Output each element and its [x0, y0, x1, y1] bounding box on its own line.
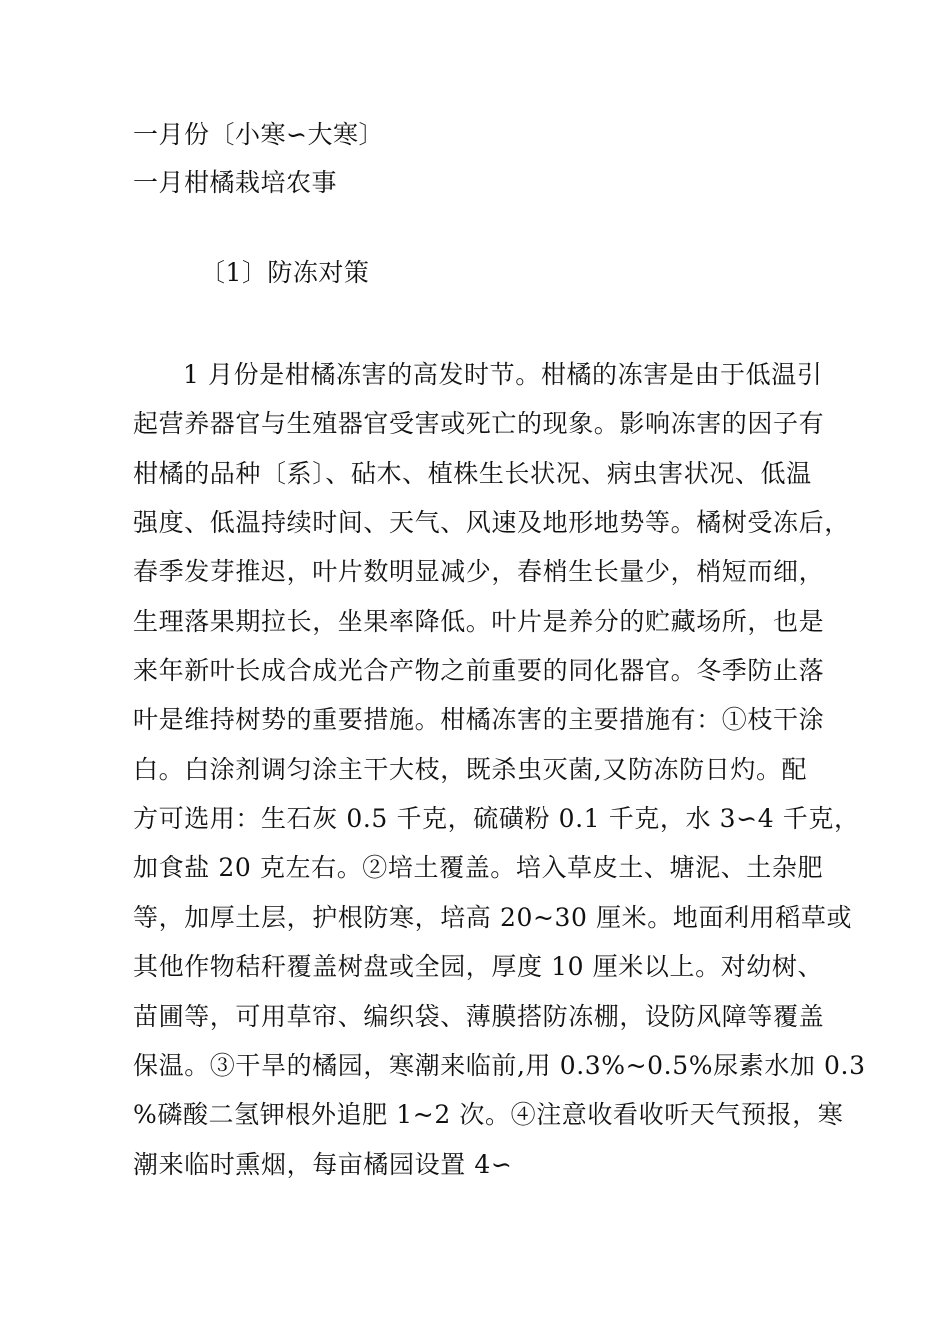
- paragraph-line: 叶是维持树势的重要措施。柑橘冻害的主要措施有：①枝干涂: [133, 705, 825, 734]
- paragraph-line: 方可选用：生石灰 0.5 千克，硫磺粉 0.1 千克，水 3∽4 千克，: [133, 804, 860, 833]
- paragraph-line: 加食盐 20 克左右。②培土覆盖。培入草皮土、塘泥、土杂肥: [133, 853, 824, 882]
- paragraph-line: 生理落果期拉长，坐果率降低。叶片是养分的贮藏场所，也是: [133, 607, 825, 636]
- paragraph-line: 来年新叶长成合成光合产物之前重要的同化器官。冬季防止落: [133, 656, 825, 685]
- paragraph-line: 起营养器官与生殖器官受害或死亡的现象。影响冻害的因子有: [133, 409, 825, 438]
- paragraph-line: 保温。③干旱的橘园，寒潮来临前,用 0.3%~0.5%尿素水加 0.3: [133, 1051, 866, 1080]
- paragraph-line: 等，加厚土层，护根防寒，培高 20~30 厘米。地面利用稻草或: [133, 903, 853, 932]
- paragraph-line: 柑橘的品种〔系〕、砧木、植株生长状况、病虫害状况、低温: [133, 459, 812, 488]
- paragraph-line: %磷酸二氢钾根外追肥 1~2 次。④注意收看收听天气预报，寒: [133, 1100, 844, 1129]
- paragraph-line: 春季发芽推迟，叶片数明显减少，春梢生长量少，梢短而细，: [133, 557, 825, 586]
- paragraph-line: 强度、低温持续时间、天气、风速及地形地势等。橘树受冻后，: [133, 508, 850, 537]
- month-title: 一月份〔小寒∽大寒〕: [133, 120, 384, 149]
- paragraph-line: 其他作物秸秆覆盖树盘或全园，厚度 10 厘米以上。对幼树、: [133, 952, 824, 981]
- document-subtitle: 一月柑橘栽培农事: [133, 168, 338, 197]
- section-title: 〔1〕防冻对策: [200, 258, 370, 287]
- paragraph-line: 苗圃等，可用草帘、编织袋、薄膜搭防冻棚，设防风障等覆盖: [133, 1002, 825, 1031]
- paragraph-line: 1 月份是柑橘冻害的高发时节。柑橘的冻害是由于低温引: [183, 360, 823, 389]
- paragraph-line: 白。白涂剂调匀涂主干大枝，既杀虫灭菌,又防冻防日灼。配: [133, 755, 808, 784]
- paragraph-line: 潮来临时熏烟，每亩橘园设置 4∽: [133, 1150, 513, 1179]
